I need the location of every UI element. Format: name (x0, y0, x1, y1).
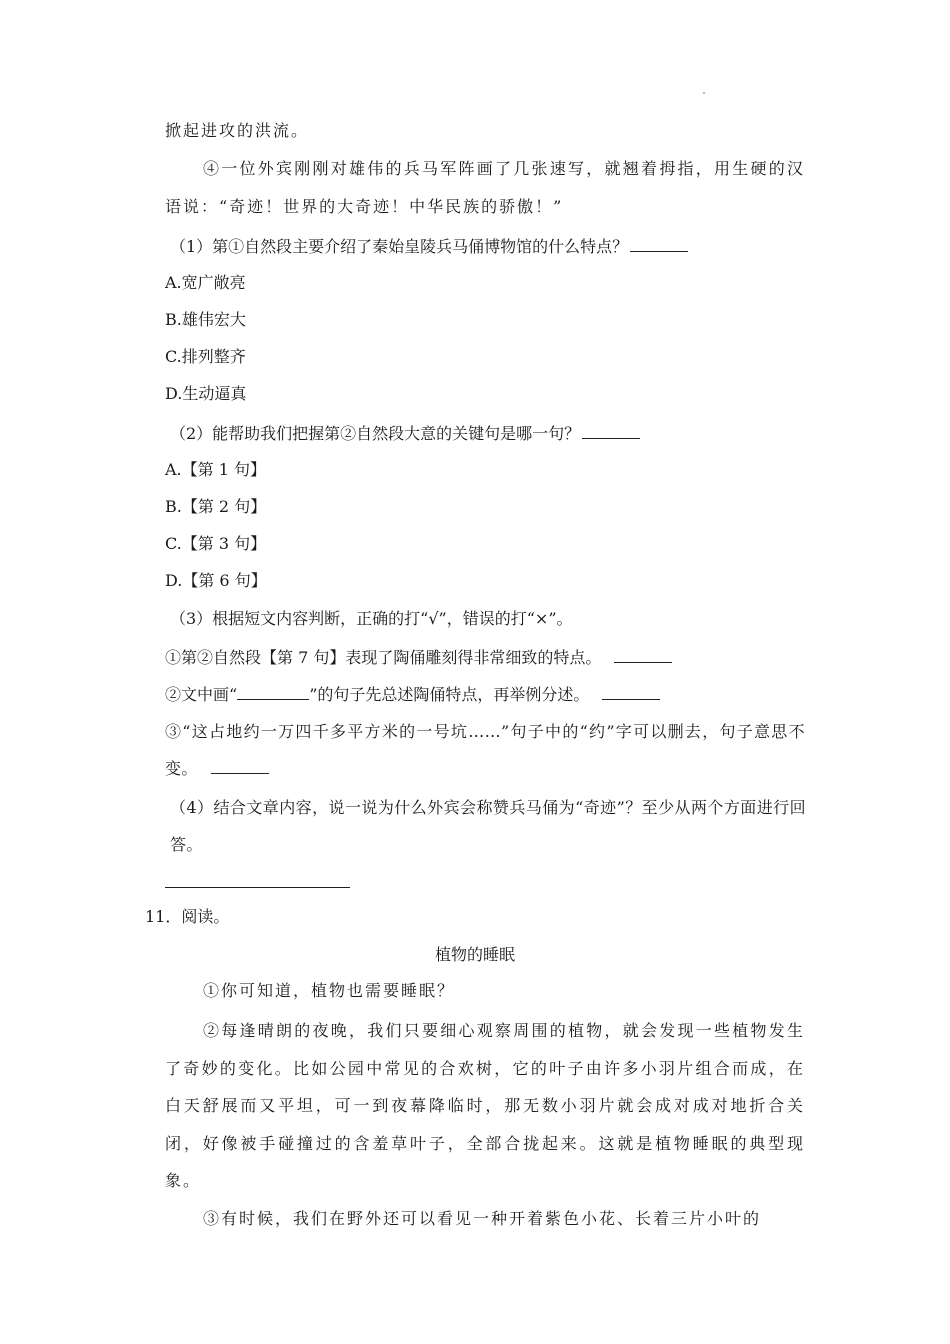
q1-option-a: A.宽广敞亮 (165, 273, 246, 292)
q2-option-b: B.【第 2 句】 (165, 497, 267, 516)
passage-continuation: 掀起进攻的洪流。 (165, 121, 310, 140)
q2-option-c: C.【第 3 句】 (165, 534, 267, 553)
question-1-stem: （1）第①自然段主要介绍了秦始皇陵兵马俑博物馆的什么特点？ (170, 237, 629, 256)
answer-line[interactable] (165, 887, 350, 888)
question-4-stem: （4）结合文章内容，说一说为什么外宾会称赞兵马俑为“奇迹”？至少从两个方面进行回答。 (170, 798, 806, 854)
question-1 (170, 236, 688, 257)
passage-paragraph-1: ①你可知道，植物也需要睡眠？ (203, 981, 456, 1000)
q2-option-d: D.【第 6 句】 (165, 571, 267, 590)
answer-blank[interactable] (614, 647, 672, 663)
passage-paragraph-4: ④一位外宾刚刚对雄伟的兵马军阵画了几张速写，就翘着拇指，用生硬的汉语说：“奇迹！世界的大奇迹！中华民族的骄傲！” (165, 159, 805, 216)
question-2-stem: （2）能帮助我们把握第②自然段大意的关键句是哪一句？ (170, 424, 581, 443)
question-3-item-3: ③“这占地约一万四千多平方米的一号坑……”句子中的“约”字可以删去，句子意思不变。 (165, 722, 805, 778)
question-3-item-1: ①第②自然段【第 7 句】表现了陶俑雕刻得非常细致的特点。 (165, 647, 672, 668)
q1-option-d: D.生动逼真 (165, 384, 247, 403)
passage-paragraph-3: ③有时候，我们在野外还可以看见一种开着紫色小花、长着三片小叶的 (203, 1209, 762, 1228)
answer-blank[interactable] (582, 423, 640, 439)
answer-blank[interactable] (630, 236, 688, 252)
passage-title: 植物的睡眠 (434, 945, 515, 964)
answer-blank[interactable] (602, 684, 660, 700)
q2-option-a: A.【第 1 句】 (165, 460, 266, 479)
answer-blank[interactable] (211, 758, 269, 774)
q1-option-c: C.排列整齐 (165, 347, 246, 366)
question-11-label: 11．阅读。 (145, 907, 230, 926)
question-3-item-2: ②文中画“ ”的句子先总述陶俑特点，再举例分述。 (165, 684, 660, 705)
question-3-stem: （3）根据短文内容判断，正确的打“√”，错误的打“×”。 (170, 609, 573, 628)
underline-mark (237, 684, 309, 700)
question-2 (170, 423, 640, 444)
passage-paragraph-2: ②每逢晴朗的夜晚，我们只要细心观察周围的植物，就会发现一些植物发生了奇妙的变化。比如公园中常见的合欢树，它的叶子由许多小羽片组合而成，在白天舒展而又平坦，可一到夜幕降临时，那无数小羽片就会成对成对地折合关闭，好像被手碰撞过的含羞草叶子，全部合拢起来。这就是植物睡眠的典型现象。 (165, 1021, 805, 1190)
q1-option-b: B.雄伟宏大 (165, 310, 246, 329)
scan-dot (703, 92, 705, 94)
